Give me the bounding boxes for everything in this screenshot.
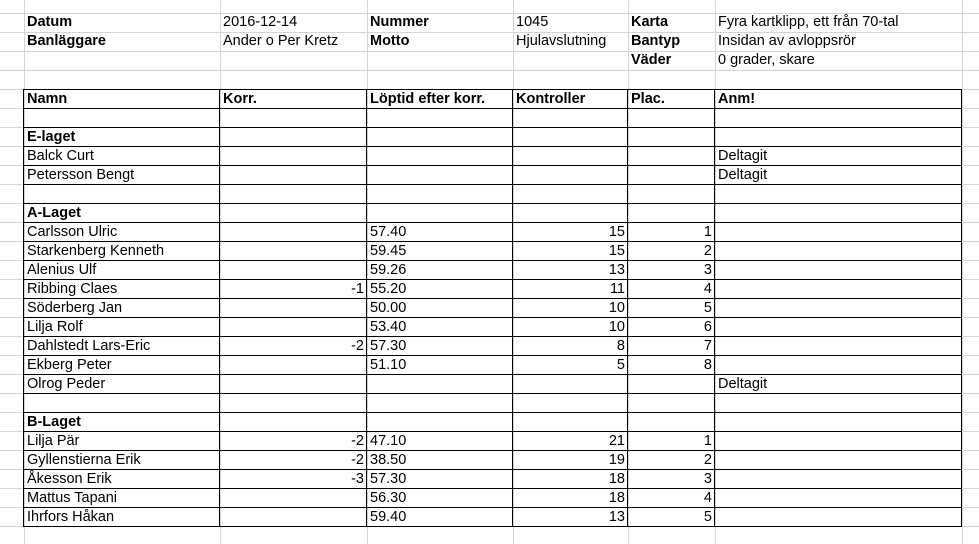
header-cell-anm[interactable]: 0 grader, skare — [718, 52, 815, 68]
table-cell-korr[interactable]: -2 — [351, 338, 364, 354]
table-cell-korr[interactable]: -2 — [351, 433, 364, 449]
table-border — [23, 355, 962, 356]
group-label[interactable]: A-Laget — [27, 205, 81, 221]
table-cell-loptid[interactable]: 53.40 — [370, 319, 407, 335]
table-cell-loptid[interactable]: 59.26 — [370, 262, 407, 278]
table-cell-namn[interactable]: Mattus Tapani — [27, 490, 118, 506]
table-border — [23, 89, 962, 90]
table-cell-plac[interactable]: 3 — [703, 471, 712, 487]
table-border — [23, 431, 962, 432]
table-cell-kontroller[interactable] — [513, 147, 628, 166]
table-cell-plac[interactable]: 2 — [703, 243, 712, 259]
table-cell-loptid[interactable] — [367, 166, 513, 185]
table-cell-plac[interactable] — [628, 375, 715, 394]
table-cell-kontroller[interactable]: 18 — [608, 490, 625, 506]
header-cell-anm[interactable]: Fyra kartklipp, ett från 70-tal — [718, 14, 899, 30]
table-cell-korr[interactable] — [220, 489, 367, 508]
table-cell-namn[interactable]: Söderberg Jan — [27, 300, 123, 316]
table-cell-anm[interactable] — [715, 470, 962, 489]
table-border — [23, 184, 962, 185]
table-cell-kontroller[interactable]: 5 — [616, 357, 625, 373]
table-cell-korr[interactable] — [220, 128, 367, 147]
table-border — [23, 298, 962, 299]
table-cell-plac[interactable] — [628, 128, 715, 147]
table-cell-anm[interactable] — [715, 318, 962, 337]
table-cell-kontroller[interactable] — [513, 185, 628, 204]
table-cell-korr[interactable]: -3 — [351, 471, 364, 487]
table-cell-loptid[interactable]: 57.30 — [370, 471, 407, 487]
header-cell-plac[interactable]: Bantyp — [631, 33, 681, 49]
table-cell-kontroller[interactable] — [513, 109, 628, 128]
table-cell-loptid[interactable] — [367, 185, 513, 204]
table-border — [219, 89, 220, 527]
table-border — [23, 450, 962, 451]
table-cell-loptid[interactable]: 38.50 — [370, 452, 407, 468]
table-cell-namn[interactable]: Alenius Ulf — [27, 262, 97, 278]
table-cell-anm[interactable] — [715, 413, 962, 432]
table-cell-plac[interactable] — [628, 147, 715, 166]
table-border — [23, 412, 962, 413]
table-cell-plac[interactable]: 1 — [703, 433, 712, 449]
table-cell-anm[interactable] — [715, 299, 962, 318]
table-border — [512, 89, 513, 527]
table-cell-kontroller[interactable] — [513, 375, 628, 394]
table-cell-kontroller[interactable] — [513, 204, 628, 223]
table-cell-kontroller[interactable]: 21 — [608, 433, 625, 449]
table-border — [23, 260, 962, 261]
column-header-namn[interactable]: Namn — [27, 91, 68, 107]
table-cell-anm[interactable] — [715, 394, 962, 413]
group-label[interactable]: B-Laget — [27, 414, 81, 430]
table-cell-namn[interactable] — [24, 185, 220, 204]
table-cell-namn[interactable] — [24, 109, 220, 128]
table-cell-kontroller[interactable] — [513, 166, 628, 185]
table-cell-anm[interactable] — [715, 432, 962, 451]
table-cell-kontroller[interactable]: 10 — [608, 319, 625, 335]
column-header-loptid[interactable]: Löptid efter korr. — [370, 91, 486, 107]
table-cell-namn[interactable]: Dahlstedt Lars-Eric — [27, 338, 151, 354]
table-cell-korr[interactable] — [220, 166, 367, 185]
table-border — [23, 127, 962, 128]
table-cell-korr[interactable] — [220, 242, 367, 261]
table-cell-plac[interactable]: 8 — [703, 357, 712, 373]
gridline — [962, 0, 963, 544]
header-cell-namn[interactable] — [24, 51, 220, 70]
table-cell-plac[interactable]: 4 — [703, 490, 712, 506]
table-cell-namn[interactable]: Starkenberg Kenneth — [27, 243, 165, 259]
table-cell-kontroller[interactable]: 11 — [609, 281, 625, 297]
table-border — [961, 89, 962, 527]
header-cell-plac[interactable]: Väder — [631, 52, 672, 68]
table-cell-anm[interactable]: Deltagit — [718, 148, 768, 164]
header-cell-kontroller[interactable]: 1045 — [516, 14, 549, 30]
table-cell-loptid[interactable] — [367, 128, 513, 147]
table-border — [714, 89, 715, 527]
table-border — [23, 146, 962, 147]
table-cell-anm[interactable] — [715, 261, 962, 280]
table-border — [23, 469, 962, 470]
table-border — [23, 336, 962, 337]
table-cell-loptid[interactable]: 59.45 — [370, 243, 407, 259]
table-cell-korr[interactable]: -1 — [351, 281, 364, 297]
header-cell-kontroller[interactable] — [513, 51, 628, 70]
table-cell-loptid[interactable] — [367, 204, 513, 223]
table-cell-plac[interactable]: 5 — [703, 300, 712, 316]
header-cell-korr[interactable] — [220, 51, 367, 70]
header-cell-korr[interactable]: Ander o Per Kretz — [223, 33, 339, 49]
table-cell-anm[interactable]: Deltagit — [718, 376, 768, 392]
table-cell-loptid[interactable] — [367, 394, 513, 413]
table-cell-loptid[interactable] — [367, 413, 513, 432]
table-cell-plac[interactable] — [628, 394, 715, 413]
table-cell-korr[interactable] — [220, 375, 367, 394]
table-cell-namn[interactable]: Carlsson Ulric — [27, 224, 118, 240]
table-cell-korr[interactable] — [220, 318, 367, 337]
table-cell-plac[interactable]: 4 — [703, 281, 712, 297]
table-cell-korr[interactable] — [220, 261, 367, 280]
table-cell-plac[interactable]: 1 — [703, 224, 712, 240]
table-cell-loptid[interactable]: 51.10 — [370, 357, 407, 373]
table-border — [23, 108, 962, 109]
table-cell-anm[interactable] — [715, 337, 962, 356]
table-cell-anm[interactable] — [715, 451, 962, 470]
table-cell-korr[interactable] — [220, 413, 367, 432]
table-cell-kontroller[interactable]: 8 — [616, 338, 625, 354]
table-cell-plac[interactable]: 7 — [703, 338, 712, 354]
table-cell-plac[interactable]: 2 — [703, 452, 712, 468]
gridline — [0, 70, 979, 71]
table-border — [23, 203, 962, 204]
table-cell-kontroller[interactable]: 18 — [608, 471, 625, 487]
table-cell-kontroller[interactable] — [513, 413, 628, 432]
table-cell-namn[interactable]: Balck Curt — [27, 148, 94, 164]
table-cell-loptid[interactable]: 50.00 — [370, 300, 407, 316]
table-cell-anm[interactable] — [715, 185, 962, 204]
table-border — [23, 526, 962, 527]
table-cell-anm[interactable] — [715, 109, 962, 128]
table-cell-loptid[interactable]: 57.40 — [370, 224, 407, 240]
table-cell-kontroller[interactable]: 13 — [608, 509, 625, 525]
table-cell-plac[interactable] — [628, 166, 715, 185]
table-cell-loptid[interactable] — [367, 147, 513, 166]
table-border — [23, 165, 962, 166]
table-cell-loptid[interactable] — [367, 375, 513, 394]
table-border — [23, 222, 962, 223]
table-border — [23, 488, 962, 489]
table-cell-korr[interactable] — [220, 394, 367, 413]
table-cell-korr[interactable] — [220, 299, 367, 318]
table-cell-kontroller[interactable] — [513, 128, 628, 147]
table-cell-namn[interactable]: Lilja Pär — [27, 433, 80, 449]
table-cell-kontroller[interactable]: 15 — [608, 243, 625, 259]
header-cell-anm[interactable]: Insidan av avloppsrör — [718, 33, 856, 49]
table-cell-korr[interactable] — [220, 109, 367, 128]
table-cell-namn[interactable]: Olrog Peder — [27, 376, 106, 392]
table-border — [23, 317, 962, 318]
table-cell-korr[interactable] — [220, 356, 367, 375]
table-cell-anm[interactable]: Deltagit — [718, 167, 768, 183]
table-cell-korr[interactable] — [220, 147, 367, 166]
table-cell-korr[interactable] — [220, 185, 367, 204]
table-cell-namn[interactable]: Åkesson Erik — [27, 471, 112, 487]
column-header-anm[interactable]: Anm! — [718, 91, 756, 107]
table-cell-korr[interactable]: -2 — [351, 452, 364, 468]
table-cell-namn[interactable] — [24, 394, 220, 413]
table-border — [23, 374, 962, 375]
table-cell-kontroller[interactable]: 15 — [608, 224, 625, 240]
header-cell-namn[interactable]: Datum — [27, 14, 73, 30]
header-cell-namn[interactable]: Banläggare — [27, 33, 106, 49]
table-cell-namn[interactable]: Gyllenstierna Erik — [27, 452, 141, 468]
table-cell-kontroller[interactable]: 13 — [608, 262, 625, 278]
table-border — [23, 279, 962, 280]
table-cell-loptid[interactable]: 47.10 — [370, 433, 407, 449]
table-cell-loptid[interactable]: 55.20 — [370, 281, 407, 297]
table-cell-plac[interactable] — [628, 185, 715, 204]
group-label[interactable]: E-laget — [27, 129, 76, 145]
table-cell-kontroller[interactable]: 10 — [608, 300, 625, 316]
table-cell-plac[interactable] — [628, 413, 715, 432]
column-header-plac[interactable]: Plac. — [631, 91, 665, 107]
table-cell-anm[interactable] — [715, 242, 962, 261]
table-cell-loptid[interactable] — [367, 109, 513, 128]
table-cell-plac[interactable]: 5 — [703, 509, 712, 525]
table-cell-namn[interactable]: Ekberg Peter — [27, 357, 112, 373]
header-cell-plac[interactable]: Karta — [631, 14, 669, 30]
table-cell-namn[interactable]: Petersson Bengt — [27, 167, 135, 183]
header-cell-loptid[interactable] — [367, 51, 513, 70]
table-cell-namn[interactable]: Ribbing Claes — [27, 281, 118, 297]
table-cell-korr[interactable] — [220, 204, 367, 223]
table-cell-kontroller[interactable] — [513, 394, 628, 413]
table-border — [366, 89, 367, 527]
table-cell-plac[interactable] — [628, 204, 715, 223]
header-cell-korr[interactable]: 2016-12-14 — [223, 14, 298, 30]
table-cell-loptid[interactable]: 59.40 — [370, 509, 407, 525]
table-border — [627, 89, 628, 527]
table-border — [23, 393, 962, 394]
table-cell-anm[interactable] — [715, 204, 962, 223]
table-cell-anm[interactable] — [715, 280, 962, 299]
table-cell-namn[interactable]: Ihrfors Håkan — [27, 509, 115, 525]
header-cell-kontroller[interactable]: Hjulavslutning — [516, 33, 607, 49]
table-cell-kontroller[interactable]: 19 — [608, 452, 625, 468]
table-cell-anm[interactable] — [715, 508, 962, 527]
table-cell-loptid[interactable]: 56.30 — [370, 490, 407, 506]
table-border — [23, 241, 962, 242]
table-cell-korr[interactable] — [220, 223, 367, 242]
table-cell-plac[interactable]: 6 — [703, 319, 712, 335]
table-cell-namn[interactable]: Lilja Rolf — [27, 319, 83, 335]
header-cell-loptid[interactable]: Nummer — [370, 14, 429, 30]
table-cell-anm[interactable] — [715, 223, 962, 242]
table-border — [23, 89, 24, 527]
table-cell-plac[interactable]: 3 — [703, 262, 712, 278]
table-cell-korr[interactable] — [220, 508, 367, 527]
table-cell-plac[interactable] — [628, 109, 715, 128]
column-header-kontroller[interactable]: Kontroller — [516, 91, 586, 107]
header-cell-loptid[interactable]: Motto — [370, 33, 410, 49]
column-header-korr[interactable]: Korr. — [223, 91, 257, 107]
table-cell-anm[interactable] — [715, 489, 962, 508]
table-cell-anm[interactable] — [715, 128, 962, 147]
table-border — [23, 507, 962, 508]
table-cell-anm[interactable] — [715, 356, 962, 375]
table-cell-loptid[interactable]: 57.30 — [370, 338, 407, 354]
